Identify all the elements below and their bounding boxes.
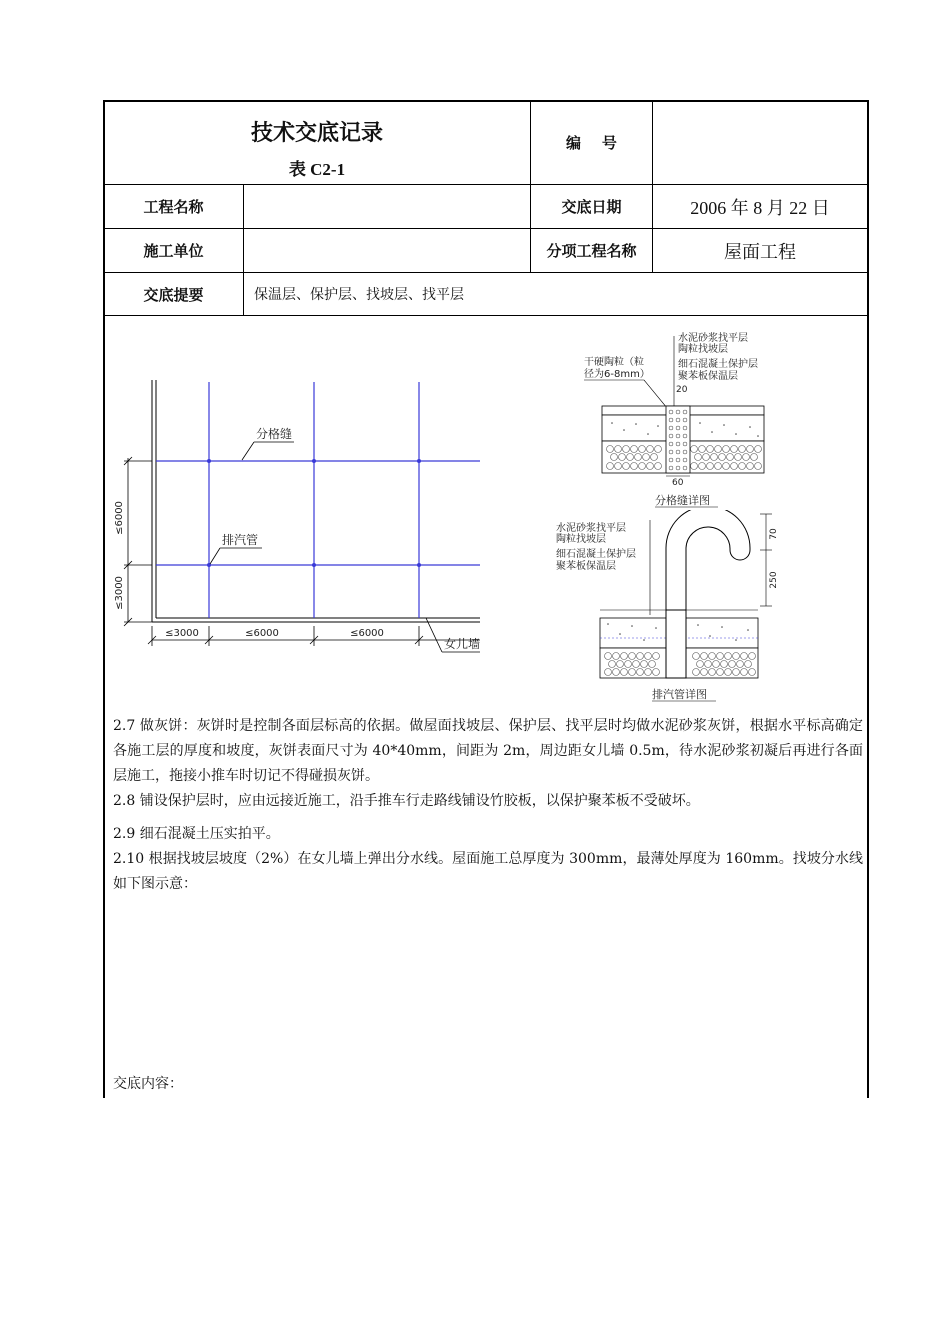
joint-layer-1-label: 水泥砂浆找平层 — [678, 333, 748, 344]
project-name-value — [244, 185, 530, 228]
vent-detail-drawing — [548, 510, 788, 706]
vent-dim-1: 70 — [769, 528, 779, 540]
vent-pipe-marker — [417, 459, 421, 463]
dim-horizontal-3: ≤6000 — [350, 628, 384, 639]
contractor-label: 施工单位 — [143, 242, 204, 260]
vent-pipe-marker — [312, 459, 316, 463]
table-right-border — [867, 100, 869, 1098]
vent-pipe-marker — [312, 563, 316, 567]
vent-layer-1-label: 水泥砂浆找平层 — [556, 523, 626, 534]
leader-line — [426, 618, 442, 652]
vent-dim-2: 250 — [769, 571, 779, 589]
paragraph-2-8: 2.8 铺设保护层时，应由远接近施工，沿手推车行走路线铺设竹胶板，以保护聚苯板不受破坏。 — [113, 793, 700, 809]
date-label: 交底日期 — [561, 198, 622, 216]
project-name-label: 工程名称 — [143, 198, 204, 216]
vent-pipe-marker — [207, 459, 211, 463]
joint-filler-label: 径为6-8mm） — [584, 369, 650, 380]
roof-grid-plan-drawing — [108, 370, 490, 660]
parapet-label: 女儿墙 — [444, 637, 481, 651]
subitem-label: 分项工程名称 — [546, 242, 637, 260]
dim-vertical-2: ≤3000 — [114, 576, 125, 610]
vent-pipe-marker — [417, 563, 421, 567]
summary-label: 交底提要 — [143, 285, 204, 304]
dim-vertical-1: ≤6000 — [114, 501, 125, 535]
vent-pipe-stem — [666, 610, 686, 678]
vent-layer-2-label: 陶粒找坡层 — [556, 534, 606, 545]
vent-layer-4-label: 聚苯板保温层 — [556, 561, 616, 572]
joint-layer-3-label: 细石混凝土保护层 — [678, 359, 758, 370]
joint-dim-bottom: 60 — [672, 478, 684, 488]
row-divider — [103, 315, 869, 316]
dim-horizontal-1: ≤3000 — [165, 628, 199, 639]
leader-line — [210, 548, 220, 564]
number-label: 编 号 — [566, 134, 617, 152]
joint-detail-caption: 分格缝详图 — [655, 494, 710, 507]
summary-value: 保温层、保护层、找坡层、找平层 — [254, 287, 464, 303]
joint-label: 分格缝 — [256, 427, 293, 441]
paragraph-2-9: 2.9 细石混凝土压实拍平。 — [113, 826, 280, 842]
joint-detail-drawing — [560, 328, 810, 510]
page-title: 技术交底记录 — [250, 120, 383, 146]
dim-horizontal-2: ≤6000 — [245, 628, 279, 639]
paragraph-2-10: 2.10 根据找坡层坡度（2%）在女儿墙上弹出分水线。屋面施工总厚度为 300mm，最薄处厚度为 160mm。找坡分水线如下图示意： — [113, 851, 863, 892]
subitem-value: 屋面工程 — [724, 241, 796, 262]
date-value: 2006 年 8 月 22 日 — [690, 197, 830, 218]
number-value — [653, 101, 867, 184]
joint-filler-label: 干硬陶粒（粒 — [584, 357, 644, 368]
joint-filler — [666, 406, 690, 473]
vent-layer-3-label: 细石混凝土保护层 — [556, 549, 636, 560]
joint-dim-top: 20 — [676, 385, 688, 395]
paragraph-2-7: 2.7 做灰饼：灰饼时是控制各面层标高的依据。做屋面找坡层、保护层、找平层时均做水泥砂浆灰饼，根据水平标高确定各施工层的厚度和坡度，灰饼表面尺寸为 40*40mm，间距为 2m，周边距女儿墙 0.5m，待水泥砂浆初凝后再进行各面层施工，拖接小推车时切记不得碰损灰饼。 — [113, 718, 863, 784]
vent-label: 排汽管 — [222, 533, 259, 547]
joint-layer-4-label: 聚苯板保温层 — [678, 371, 738, 382]
vent-detail-caption: 排汽管详图 — [652, 688, 707, 701]
leader-line — [242, 442, 254, 460]
contractor-value — [244, 229, 530, 272]
form-number: 表 C2-1 — [288, 159, 346, 179]
joint-layer-2-label: 陶粒找坡层 — [678, 344, 728, 355]
content-label: 交底内容： — [113, 1076, 183, 1092]
